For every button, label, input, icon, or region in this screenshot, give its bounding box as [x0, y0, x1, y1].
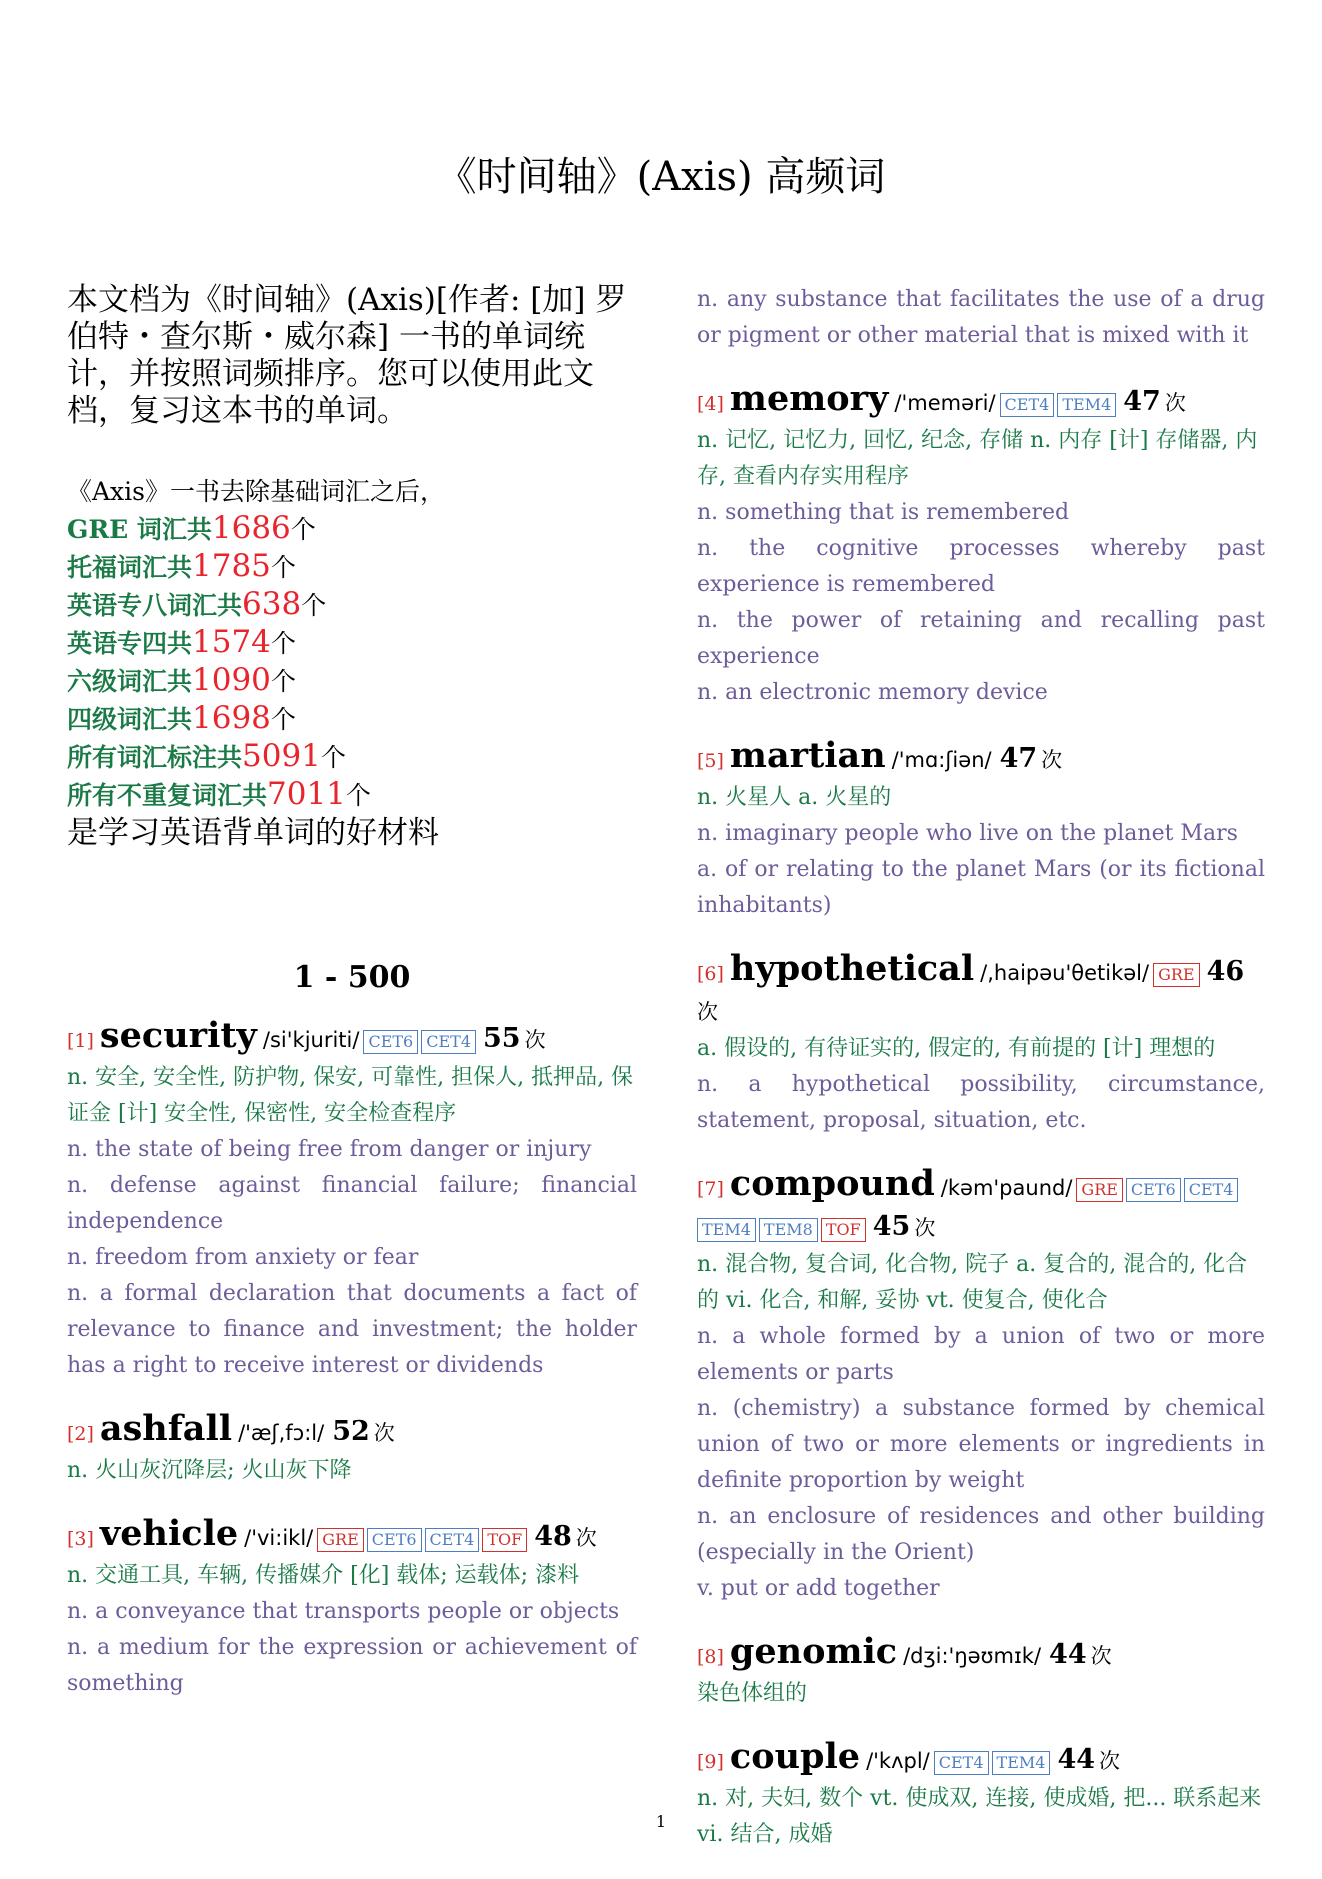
exam-tag: CET4 [425, 1528, 480, 1552]
entry-word: security [99, 1015, 257, 1056]
definition-cn: n. 火山灰沉降层; 火山灰下降 [67, 1458, 352, 1483]
entry-count-unit: 次 [575, 1526, 597, 1550]
stat-unit: 个 [320, 743, 346, 772]
entry-phonetic: /'vi:ikl/ [244, 1526, 314, 1550]
stat-row [67, 586, 637, 624]
word-entry [697, 1633, 1265, 1712]
definition-en: v. put or add together [697, 1576, 940, 1601]
entry-phonetic: /,haipəu'θetikəl/ [980, 961, 1150, 985]
entry-word: hypothetical [729, 948, 975, 989]
exam-tag: TEM8 [759, 1218, 818, 1242]
entry-phonetic: /si'kjuriti/ [262, 1028, 360, 1052]
word-entry [697, 380, 1265, 711]
entry-head [697, 380, 1265, 423]
entry-word: memory [729, 378, 889, 419]
entry-count: 45 [872, 1211, 911, 1242]
entry-index: [7] [697, 1178, 724, 1200]
entry-index: [1] [67, 1030, 94, 1052]
stat-label: 四级词汇共 [67, 705, 193, 734]
entry-count: 46 [1206, 956, 1245, 987]
definition-en: n. a hypothetical possibility, circumstance, statement, proposal, situation, etc. [697, 1072, 1265, 1133]
definition-cn: n. 安全, 安全性, 防护物, 保安, 可靠性, 担保人, 抵押品, 保证金 [计] 安全性, 保密性, 安全检查程序 [67, 1065, 634, 1126]
entry-count: 47 [999, 743, 1038, 774]
entry-word: martian [729, 735, 886, 776]
exam-tag: TOF [821, 1218, 866, 1242]
entry-head [67, 1515, 637, 1558]
stat-row [67, 776, 637, 814]
stat-number: 1574 [192, 624, 271, 660]
entry-count: 48 [534, 1521, 572, 1552]
entry-phonetic: /dʒi:'ŋəʊmɪk/ [903, 1644, 1042, 1668]
stat-row [67, 548, 637, 586]
stat-row [67, 738, 637, 776]
right-entry-list [697, 282, 1265, 1853]
entry-count: 44 [1049, 1639, 1087, 1670]
entry-count: 44 [1057, 1744, 1096, 1775]
entry-count-unit: 次 [697, 1000, 718, 1024]
entry-count-unit: 次 [524, 1028, 546, 1052]
stat-unit: 个 [270, 705, 296, 734]
entry-word: compound [729, 1163, 935, 1204]
entry-head [697, 1633, 1265, 1676]
stat-number: 1698 [192, 700, 271, 736]
entry-word: couple [729, 1736, 861, 1777]
definition-en: n. a conveyance that transports people or objects [67, 1599, 620, 1624]
entry-word: ashfall [99, 1408, 233, 1449]
word-entry [697, 282, 1265, 354]
exam-tag: CET6 [367, 1528, 422, 1552]
definition-cn: 染色体组的 [697, 1681, 808, 1706]
definition-en: n. an electronic memory device [697, 680, 1048, 705]
definition-cn: n. 火星人 a. 火星的 [697, 785, 892, 810]
entry-count: 52 [332, 1416, 370, 1447]
entry-head [67, 1410, 637, 1453]
definition-cn: n. 交通工具, 车辆, 传播媒介 [化] 载体; 运载体; 漆料 [67, 1563, 580, 1588]
definition-en: n. the cognitive processes whereby past experience is remembered [697, 536, 1265, 597]
left-entry-list [67, 1017, 637, 1702]
stat-number: 7011 [267, 776, 346, 812]
exam-tag: CET6 [363, 1030, 418, 1054]
definition-en: n. an enclosure of residences and other building (especially in the Orient) [697, 1504, 1265, 1565]
right-column [697, 282, 1265, 1879]
entry-head [697, 737, 1265, 780]
entry-count: 47 [1123, 386, 1161, 417]
word-entry [697, 1738, 1265, 1853]
word-entry [67, 1515, 637, 1702]
entry-head [697, 1738, 1265, 1781]
intro-paragraph: 本文档为《时间轴》(Axis)[作者: [加] 罗伯特・查尔斯・威尔森] 一书的单词统计，并按照词频排序。您可以使用此文档，复习这本书的单词。 [67, 282, 627, 429]
range-label: 1 - 500 [293, 960, 411, 995]
entry-index: [4] [697, 393, 724, 415]
entry-head [67, 1017, 637, 1060]
definition-en: n. a formal declaration that documents a fact of relevance to finance and investment; the holder has a right to receive interest or dividends [67, 1281, 637, 1378]
definition-en: n. a medium for the expression or achievement of something [67, 1635, 637, 1696]
stat-row [67, 624, 637, 662]
stat-label: 托福词汇共 [67, 553, 193, 582]
word-entry [67, 1017, 637, 1384]
entry-head [697, 1165, 1265, 1247]
entry-count: 55 [483, 1023, 521, 1054]
exam-tag: GRE [1153, 963, 1200, 987]
entry-phonetic: /'mɑ:ʃiən/ [891, 748, 992, 772]
entry-phonetic: /'kʌpl/ [866, 1749, 930, 1773]
stat-number: 1785 [192, 548, 271, 584]
stat-unit: 个 [345, 781, 371, 810]
definition-en: n. imaginary people who live on the planet Mars [697, 821, 1238, 846]
stat-label: GRE 词汇共 [67, 515, 212, 544]
entry-phonetic: /'meməri/ [894, 391, 996, 415]
definition-en: n. defense against financial failure; financial independence [67, 1173, 637, 1234]
exam-tag: GRE [1076, 1178, 1123, 1202]
stat-unit: 个 [270, 667, 296, 696]
stat-unit: 个 [270, 553, 296, 582]
definition-en: n. freedom from anxiety or fear [67, 1245, 419, 1270]
stat-unit: 个 [290, 515, 316, 544]
stat-unit: 个 [301, 591, 327, 620]
entry-count-unit: 次 [1099, 1749, 1121, 1773]
stats-list [67, 510, 637, 814]
entry-count-unit: 次 [914, 1216, 936, 1240]
exam-tag: CET4 [1000, 393, 1055, 417]
definition-en: n. (chemistry) a substance formed by chemical union of two or more elements or ingredients in definite proportion by weight [697, 1396, 1265, 1493]
entry-count-unit: 次 [1041, 748, 1063, 772]
definition-cn: a. 假设的, 有待证实的, 假定的, 有前提的 [计] 理想的 [697, 1036, 1216, 1061]
entry-index: [8] [697, 1646, 724, 1668]
page-title: 《时间轴》(Axis) 高频词 [436, 154, 886, 200]
exam-tag: CET4 [1184, 1178, 1239, 1202]
entry-head [697, 950, 1265, 1031]
definition-en: n. any substance that facilitates the use of a drug or pigment or other material that is mixed with it [697, 287, 1265, 348]
stat-number: 5091 [242, 738, 321, 774]
exam-tag: CET4 [934, 1751, 989, 1775]
stat-number: 1686 [211, 510, 291, 546]
entry-word: vehicle [99, 1513, 239, 1554]
entry-phonetic: /'æʃ,fɔ:l/ [238, 1421, 325, 1445]
exam-tag: TOF [482, 1528, 527, 1552]
entry-count-unit: 次 [1164, 391, 1186, 415]
entry-index: [2] [67, 1423, 94, 1445]
entry-index: [5] [697, 750, 724, 772]
exam-tag: GRE [317, 1528, 364, 1552]
definition-cn: n. 记忆, 记忆力, 回忆, 纪念, 存储 n. 内存 [计] 存储器, 内存, 查看内存实用程序 [697, 428, 1258, 489]
definition-en: n. a whole formed by a union of two or more elements or parts [697, 1324, 1265, 1385]
stat-row [67, 700, 637, 738]
entry-phonetic: /kəm'paund/ [940, 1176, 1073, 1200]
stat-row [67, 510, 637, 548]
definition-en: n. something that is remembered [697, 500, 1070, 525]
definition-en: n. the power of retaining and recalling past experience [697, 608, 1265, 669]
closing-line: 是学习英语背单词的好材料 [67, 815, 439, 851]
stat-label: 英语专八词汇共 [67, 591, 243, 620]
left-column [67, 282, 637, 1728]
stats-heading: 《Axis》一书去除基础词汇之后， [67, 477, 445, 506]
entry-word: genomic [729, 1631, 898, 1672]
entry-count-unit: 次 [1090, 1644, 1112, 1668]
word-entry [697, 737, 1265, 924]
stat-label: 所有不重复词汇共 [67, 781, 268, 810]
definition-cn: n. 对, 夫妇, 数个 vt. 使成双, 连接, 使成婚, 把... 联系起来 vi. 结合, 成婚 [697, 1786, 1262, 1847]
page-number: 1 [655, 1812, 667, 1831]
entry-index: [3] [67, 1528, 94, 1550]
stat-row [67, 662, 637, 700]
entry-index: [9] [697, 1751, 724, 1773]
exam-tag: TEM4 [1057, 393, 1116, 417]
exam-tag: TEM4 [992, 1751, 1051, 1775]
stat-label: 英语专四共 [67, 629, 193, 658]
stat-number: 638 [242, 586, 302, 622]
entry-count-unit: 次 [373, 1421, 395, 1445]
word-entry [67, 1410, 637, 1489]
exam-tag: CET4 [421, 1030, 476, 1054]
definition-en: n. the state of being free from danger or injury [67, 1137, 592, 1162]
word-entry [697, 1165, 1265, 1607]
stat-unit: 个 [270, 629, 296, 658]
stat-label: 所有词汇标注共 [67, 743, 243, 772]
stat-number: 1090 [192, 662, 271, 698]
exam-tag: CET6 [1126, 1178, 1181, 1202]
definition-cn: n. 混合物, 复合词, 化合物, 院子 a. 复合的, 混合的, 化合的 vi. 化合, 和解, 妥协 vt. 使复合, 使化合 [697, 1252, 1248, 1313]
stat-label: 六级词汇共 [67, 667, 193, 696]
exam-tag: TEM4 [697, 1218, 756, 1242]
word-entry [697, 950, 1265, 1139]
definition-en: a. of or relating to the planet Mars (or its fictional inhabitants) [697, 857, 1265, 918]
entry-index: [6] [697, 963, 724, 985]
